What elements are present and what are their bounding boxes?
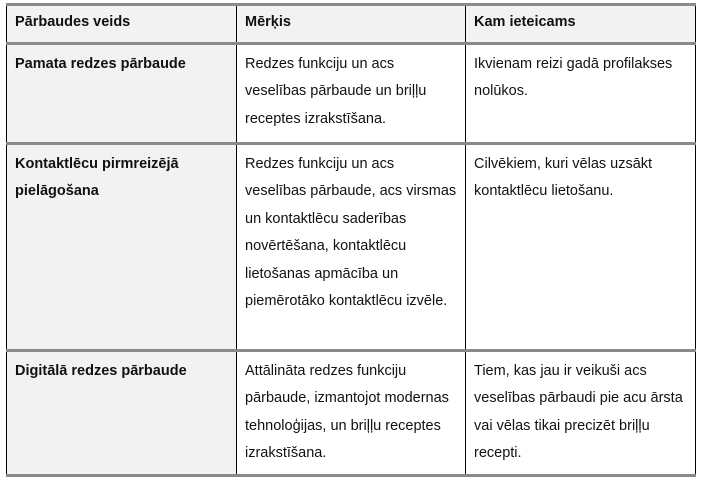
table-row bbox=[7, 143, 696, 350]
table-row bbox=[7, 350, 696, 475]
cell-recommended-for: Ikvienam reizi gadā profilakses nolūkos. bbox=[466, 43, 696, 143]
cell-recommended-for: Tiem, kas jau ir veikuši acs veselības pārbaudi pie acu ārsta vai vēlas tikai precizēt briļļu recepti. bbox=[466, 350, 696, 475]
table-row bbox=[7, 43, 696, 143]
header-recommended-for: Kam ieteicams bbox=[466, 5, 696, 44]
table-header-row bbox=[7, 5, 696, 44]
header-goal: Mērķis bbox=[237, 5, 466, 44]
cell-goal: Redzes funkciju un acs veselības pārbaude un briļļu receptes izrakstīšana. bbox=[237, 43, 466, 143]
cell-goal: Attālināta redzes funkciju pārbaude, izmantojot modernas tehnoloģijas, un briļļu receptes izrakstīšana. bbox=[237, 350, 466, 475]
cell-exam-type: Kontaktlēcu pirmreizējā pielāgošana bbox=[7, 143, 237, 350]
header-exam-type: Pārbaudes veids bbox=[7, 5, 237, 44]
cell-recommended-for: Cilvēkiem, kuri vēlas uzsākt kontaktlēcu lietošanu. bbox=[466, 143, 696, 350]
cell-exam-type: Pamata redzes pārbaude bbox=[7, 43, 237, 143]
cell-goal: Redzes funkciju un acs veselības pārbaude, acs virsmas un kontaktlēcu saderības novērtēšana, kontaktlēcu lietošanas apmācība un piemērotāko kontaktlēcu izvēle. bbox=[237, 143, 466, 350]
eye-exam-comparison-table bbox=[6, 3, 696, 477]
cell-exam-type: Digitālā redzes pārbaude bbox=[7, 350, 237, 475]
